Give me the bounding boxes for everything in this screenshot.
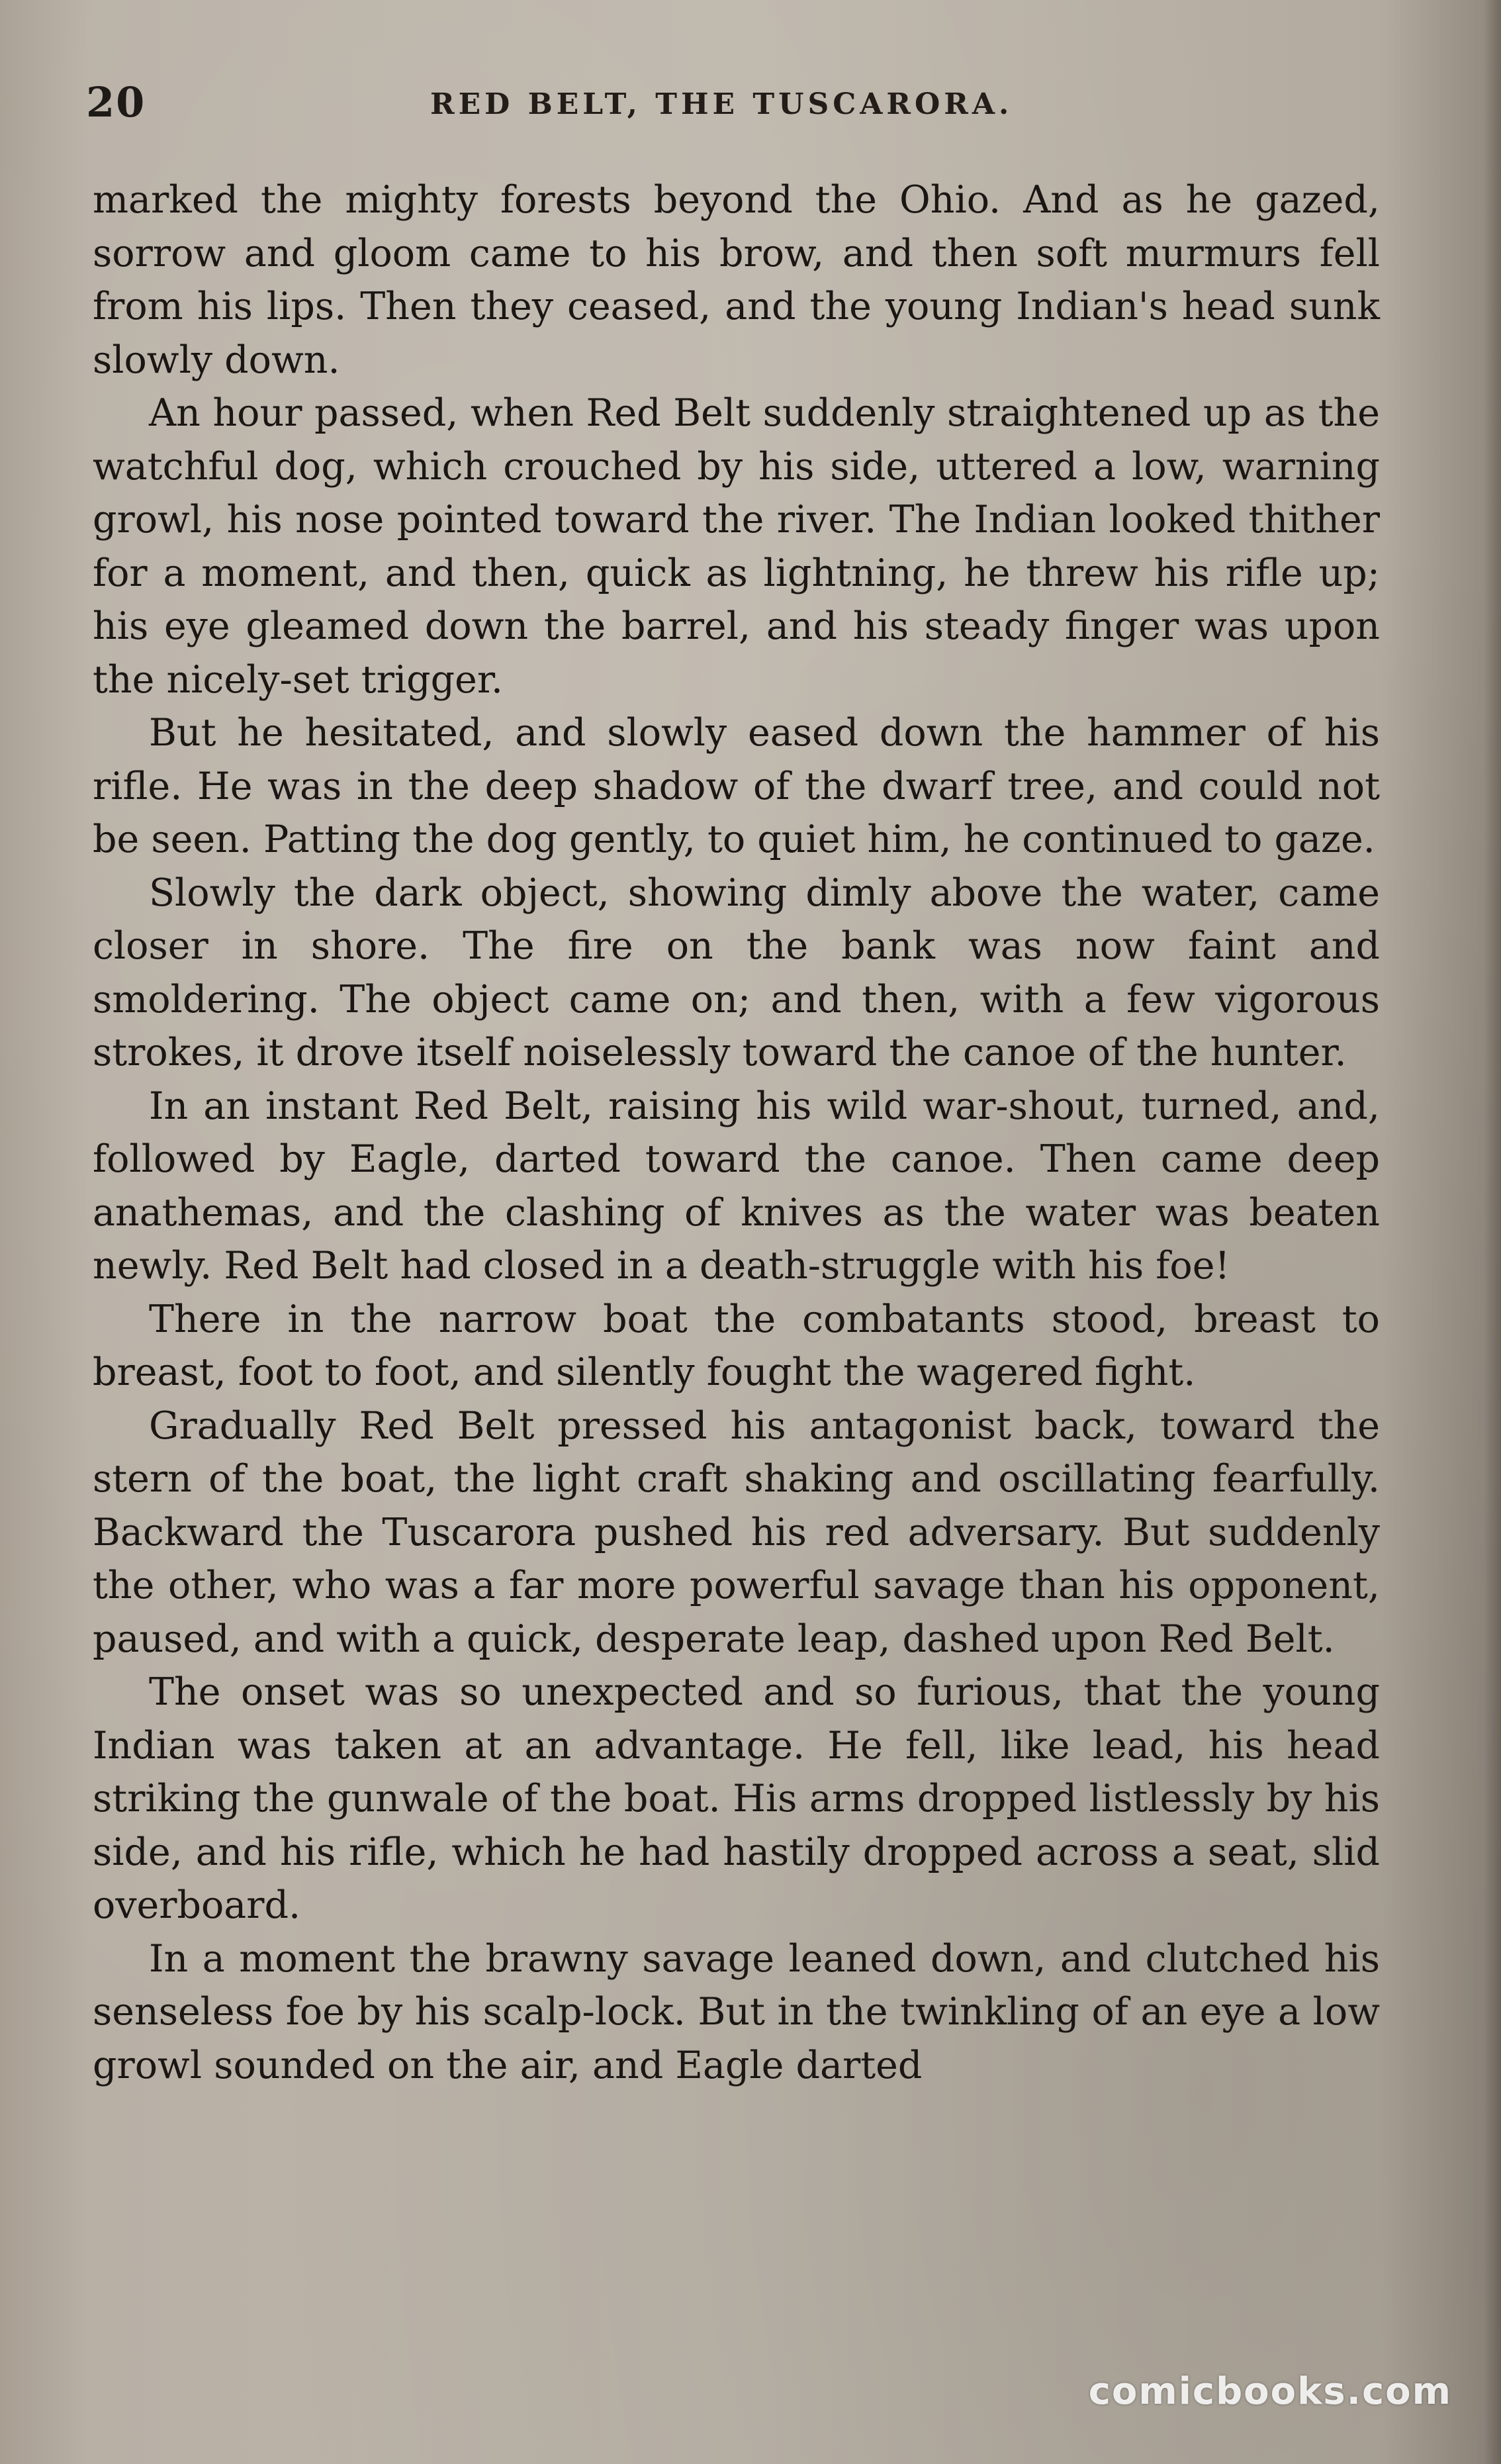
paragraph: There in the narrow boat the combatants stood, breast to breast, foot to foot, and silently fought the wagered fight.: [93, 1297, 1380, 1394]
paragraph: Gradually Red Belt pressed his antagonist back, toward the stern of the boat, the light craft shaking and oscillating fearfully. Backward the Tuscarora pushed his red adversary. But suddenly the other, who was a far more powerful savage than his opponent, paused, and with a quick, desperate leap, dashed upon Red Belt.: [93, 1403, 1380, 1661]
body-text: [93, 173, 1380, 2092]
paragraph: The onset was so unexpected and so furious, that the young Indian was taken at an advantage. He fell, like lead, his head striking the gunwale of the boat. His arms dropped listlessly by his side, and his rifle, which he had hastily dropped across a seat, slid overboard.: [93, 1670, 1380, 1927]
paragraph: An hour passed, when Red Belt suddenly straightened up as the watchful dog, which crouched by his side, uttered a low, warning growl, his nose pointed toward the river. The Indian looked thither for a moment, and then, quick as lightning, he threw his rifle up; his eye gleamed down the barrel, and his steady finger was upon the nicely-set trigger.: [93, 391, 1380, 702]
paragraph: In an instant Red Belt, raising his wild war-shout, turned, and, followed by Eagle, darted toward the canoe. Then came deep anathemas, and the clashing of knives as the water was beaten newly. Red Belt had closed in a death-struggle with his foe!: [93, 1084, 1380, 1288]
paragraph: marked the mighty forests beyond the Ohio. And as he gazed, sorrow and gloom came to his brow, and then soft murmurs fell from his lips. Then they ceased, and the young Indian's head sunk slowly down.: [93, 178, 1380, 382]
page-number: 20: [86, 78, 146, 126]
running-title: RED BELT, THE TUSCARORA.: [430, 87, 1013, 121]
paragraph: In a moment the brawny savage leaned down, and clutched his senseless foe by his scalp-lock. But in the twinkling of an eye a low growl sounded on the air, and Eagle darted: [93, 1936, 1380, 2087]
paragraph: Slowly the dark object, showing dimly above the water, came closer in shore. The fire on the bank was now faint and smoldering. The object came on; and then, with a few vigorous strokes, it drove itself noiselessly toward the canoe of the hunter.: [93, 871, 1380, 1074]
watermark: comicbooks.com: [1088, 2370, 1452, 2413]
page-edge-shadow: [1484, 0, 1501, 2464]
paragraph: But he hesitated, and slowly eased down the hammer of his rifle. He was in the deep shadow of the dwarf tree, and could not be seen. Patting the dog gently, to quiet him, he continued to gaze.: [93, 711, 1380, 861]
page-header: [86, 78, 1383, 131]
